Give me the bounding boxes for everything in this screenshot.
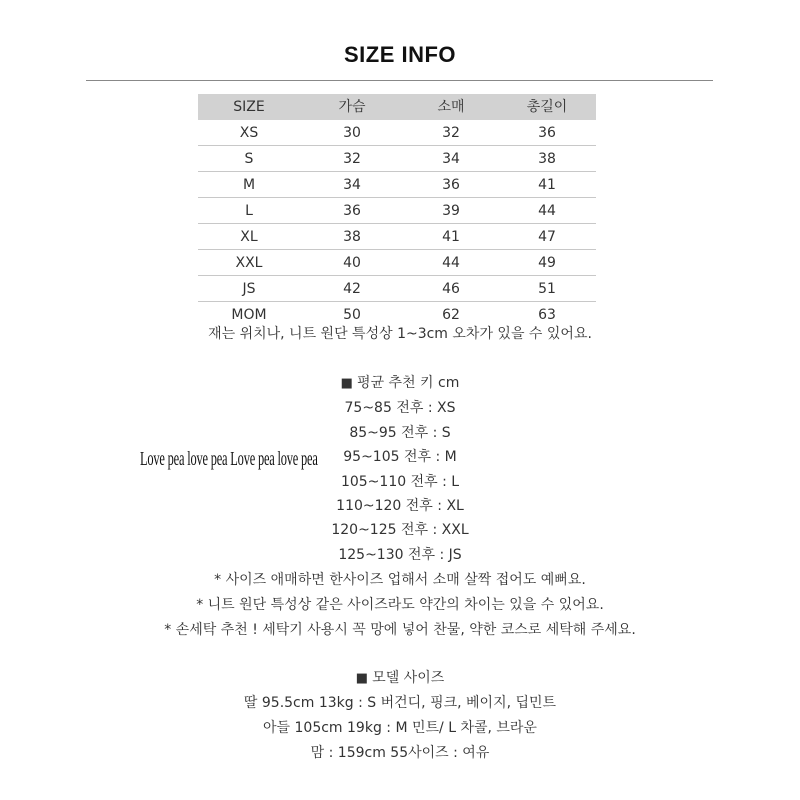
model-size-heading: ■ 모델 사이즈 [0,669,800,688]
table-cell: XL [198,224,300,250]
brand-watermark: Love pea love pea Love pea love pea [140,448,318,470]
model-size-line: 맘 : 159cm 55사이즈 : 여유 [310,745,490,761]
height-guide-line: 120~125 전후 : XXL [331,522,469,538]
care-note: * 니트 원단 특성상 같은 사이즈라도 약간의 차이는 있을 수 있어요. [196,597,604,613]
title-divider [86,80,713,81]
table-cell: 42 [300,276,404,302]
table-cell: XS [198,120,300,146]
table-cell: S [198,146,300,172]
height-guide-line: 75~85 전후 : XS [344,400,456,416]
table-cell: 36 [300,198,404,224]
table-cell: 30 [300,120,404,146]
table-cell: 40 [300,250,404,276]
page-title: SIZE INFO [343,42,457,67]
table-cell: 49 [498,250,596,276]
size-table [198,94,596,327]
table-cell: 39 [404,198,498,224]
height-guide-line: 125~130 전후 : JS [338,547,462,563]
table-cell: 36 [498,120,596,146]
table-cell: 32 [300,146,404,172]
height-guide-heading: ■ 평균 추천 키 cm [0,374,800,393]
table-row [198,198,596,224]
column-header-sleeve: 소매 [404,94,498,120]
height-guide-line: 105~110 전후 : L [340,474,460,490]
height-guide-line: 110~120 전후 : XL [336,498,464,514]
table-cell: 34 [404,146,498,172]
model-size-line: 딸 95.5cm 13kg : S 버건디, 핑크, 베이지, 딥민트 [243,695,557,711]
table-row [198,172,596,198]
table-cell: 32 [404,120,498,146]
table-cell: 41 [498,172,596,198]
table-cell: 41 [404,224,498,250]
table-cell: JS [198,276,300,302]
table-cell: 50 [343,306,361,323]
table-cell: 38 [300,224,404,250]
table-cell: MOM [231,306,267,323]
height-guide-line: 85~95 전후 : S [349,425,451,441]
table-cell: 51 [498,276,596,302]
table-cell: 46 [404,276,498,302]
table-row [198,120,596,146]
table-cell: M [198,172,300,198]
table-row [198,146,596,172]
column-header-length: 총길이 [498,94,596,120]
table-cell: XXL [198,250,300,276]
measurement-note: 재는 위치나, 니트 원단 특성상 1~3cm 오차가 있을 수 있어요. [208,326,592,342]
table-cell: 38 [498,146,596,172]
table-header-row [198,94,596,120]
table-cell: 62 [442,306,460,323]
table-row [198,302,596,328]
model-size-line: 아들 105cm 19kg : M 민트/ L 차콜, 브라운 [263,720,537,736]
column-header-size: SIZE [198,94,300,120]
table-row [198,250,596,276]
table-cell: 44 [404,250,498,276]
column-header-chest: 가슴 [300,94,404,120]
table-cell: L [198,198,300,224]
care-note: * 사이즈 애매하면 한사이즈 업해서 소매 살짝 접어도 예뻐요. [214,572,586,588]
table-cell: 36 [404,172,498,198]
height-guide-line: 95~105 전후 : M [343,449,457,465]
table-cell: 63 [538,306,556,323]
table-cell: 44 [498,198,596,224]
table-row [198,276,596,302]
table-row [198,224,596,250]
care-note: * 손세탁 추천 ! 세탁기 사용시 꼭 망에 넣어 찬물, 약한 코스로 세탁해 주세요. [164,622,636,638]
table-cell: 34 [300,172,404,198]
table-cell: 47 [498,224,596,250]
